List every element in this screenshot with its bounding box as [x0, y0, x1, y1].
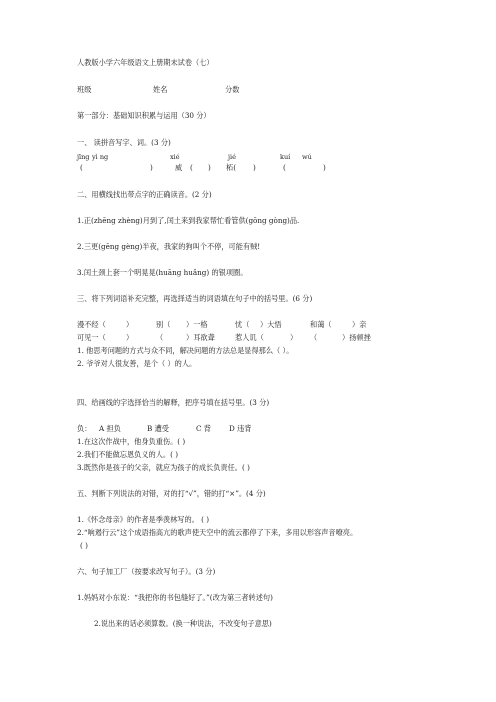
exam-title: 人教版小学六年级语文上册期末试卷（七）: [77, 58, 214, 67]
q1-pinyin-3: xié: [170, 153, 180, 161]
q3-word-2b: ）一格: [186, 320, 208, 329]
q4-option-a: A 担负: [99, 424, 121, 433]
q1-char-zhe: 柘(: [226, 163, 236, 172]
q3-word-6a: （: [156, 333, 164, 342]
q2-sentence-3: 3.闰土颈上套一个明晃晃(huāng huǎng) 的银项圈。: [77, 268, 248, 277]
q6-sentence-2: 2.说出来的话必须算数。(换一种说法，不改变句子意思): [94, 619, 272, 628]
q3-sentence-2: 2. 爷爷对人很友善，是个（ ）的人。: [77, 359, 197, 368]
q3-word-6b: ）耳欲聋: [186, 333, 215, 342]
q4-sentence-1: 1.在这次作战中，他身负重伤。( ): [77, 437, 186, 446]
q1-pinyin-4: jié: [228, 153, 236, 161]
class-label: 班级: [77, 85, 92, 94]
q6-sentence-1: 1.妈妈对小东说：“我把你的书包缝好了。”(改为第三者转述句): [77, 593, 273, 602]
q3-sentence-1: 1. 他思考问题的方式与众不同，解决问题的方法总是显得那么（ ）。: [77, 346, 294, 355]
q4-sentence-2: 2.我们不能做忘恩负义的人。( ): [77, 450, 179, 459]
q3-word-7a: 惹人讥（: [235, 333, 264, 342]
q3-word-5b: ）: [126, 333, 134, 342]
q6-title: 六、句子加工厂（按要求改写句子）。(3 分): [77, 567, 216, 576]
q3-word-2a: 别（: [156, 320, 171, 329]
q3-word-5a: 可见一（: [77, 333, 106, 342]
q3-word-8a: （: [310, 333, 318, 342]
q3-word-3a: 忧（: [235, 320, 250, 329]
q4-option-c: C 背: [196, 424, 211, 433]
q5-title: 五、判断下列说法的对错，对的打“√”，错的打“×”。(4 分): [77, 489, 266, 498]
q3-word-1a: 漫不经（: [77, 320, 106, 329]
q5-sentence-1: 1.《怀念母亲》的作者是季羡林写的。 ( ): [77, 515, 210, 524]
q3-word-3b: ）大悟: [260, 320, 282, 329]
q1-pinyin-2: yì ng: [92, 153, 109, 161]
q5-sentence-2: 2.“响遏行云”这个成语指高亢的歌声使天空中的流云都停了下来，多用以形容声音嘹亮。: [77, 528, 358, 537]
q4-option-d: D 违背: [229, 424, 252, 433]
q1-blank-close-4: ): [323, 163, 326, 172]
q4-char-label: 负：: [77, 424, 92, 433]
q3-word-1b: ）: [126, 320, 134, 329]
q4-option-b: B 遭受: [147, 424, 169, 433]
q5-sentence-2-blank: ( ): [80, 541, 88, 550]
q1-blank-close-3: ): [253, 163, 256, 172]
q2-sentence-1: 1.正(zhēng zhèng)月到了,闰土来到我家帮忙看管供(gōng gòng)品.: [77, 216, 300, 225]
q1-blank-open-1: (: [80, 163, 83, 172]
q1-pinyin-1: jīng: [77, 153, 90, 161]
score-label: 分数: [225, 85, 240, 94]
q3-word-8b: ）扬顿挫: [342, 333, 371, 342]
q1-blank-close-2: ): [208, 163, 211, 172]
q1-blank-open-4: (: [283, 163, 286, 172]
q1-pinyin-5: kuí: [280, 153, 291, 161]
name-label: 姓名: [153, 85, 168, 94]
part1-heading: 第一部分：基础知识积累与运用（30 分）: [77, 111, 211, 120]
q1-pinyin-6: wú: [302, 153, 312, 161]
q3-title: 三、将下列词语补充完整，再选择适当的词语填在句子中的括号里。(6 分): [77, 294, 313, 303]
q3-word-7b: ）: [290, 333, 298, 342]
q2-title: 二、用横线找出带点字的正确读音。(2 分): [77, 190, 212, 199]
q3-word-4a: 和蔼（: [310, 320, 332, 329]
q1-blank-close-1: ): [150, 163, 153, 172]
q1-title: 一、 读拼音写字、词。(3 分): [77, 138, 171, 147]
q4-title: 四、给画线的字选择恰当的解释，把序号填在括号里。(3 分): [77, 398, 270, 407]
q4-sentence-3: 3.既然你是孩子的父亲，就应为孩子的成长负责任。( ): [77, 463, 250, 472]
q1-blank-open-2: (: [190, 163, 193, 172]
q1-char-wei: 威: [175, 163, 183, 172]
q3-word-4b: ）亲: [352, 320, 367, 329]
q2-sentence-2: 2.三更(gēng gèng)半夜，我家的狗叫个不停，可能有贼!: [77, 242, 261, 251]
